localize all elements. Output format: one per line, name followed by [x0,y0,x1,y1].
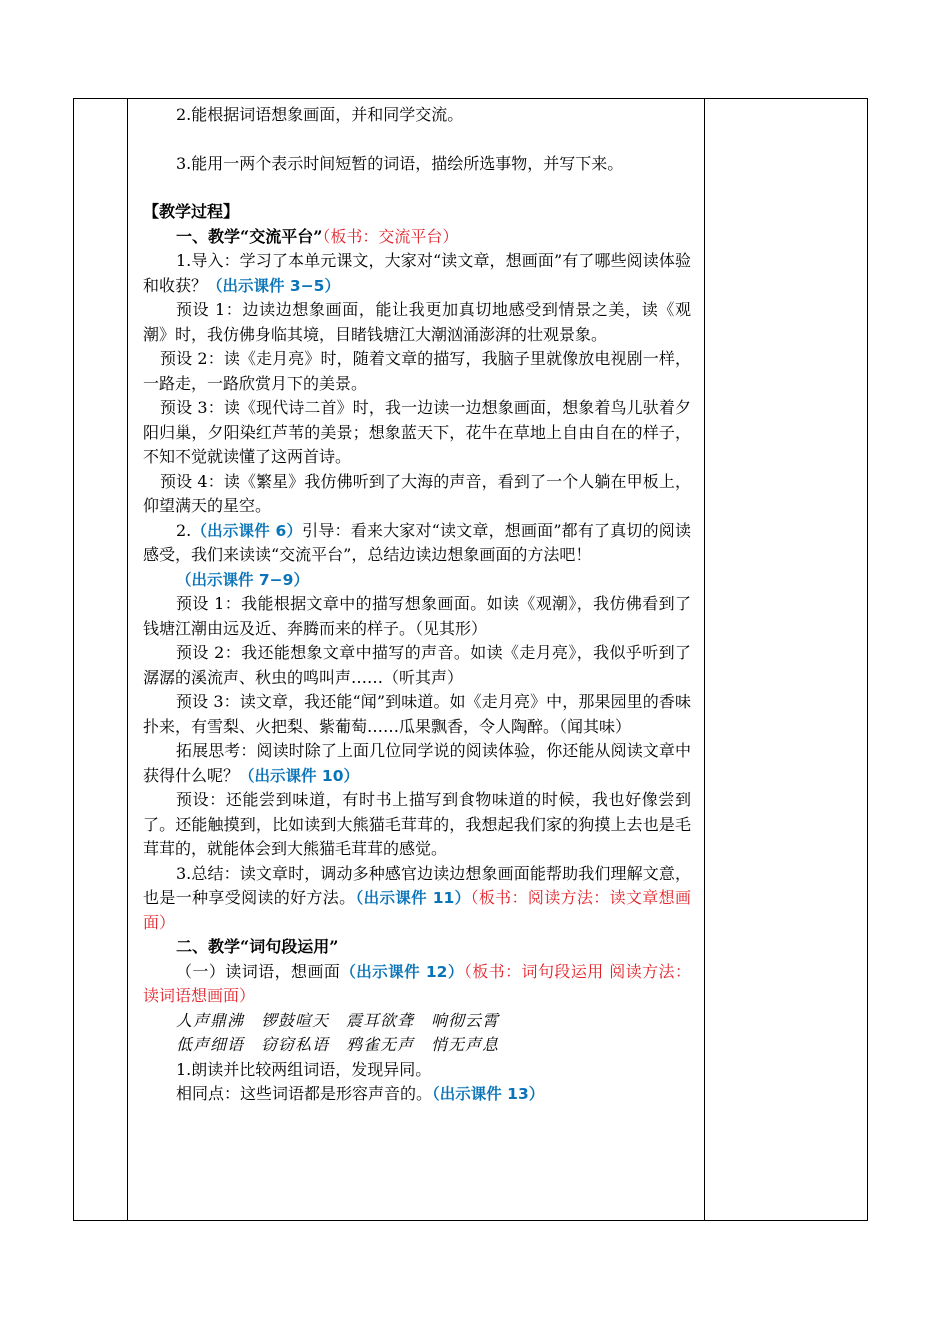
preset-1: 预设 1：边读边想象画面，能让我更加真切地感受到情景之美，读《观潮》时，我仿佛身临其境，目睹钱塘江大潮汹涌澎湃的壮观景象。 [143,300,691,344]
lesson-table [73,98,868,1221]
part1-guide [143,519,691,568]
part2-sub1 [143,960,691,1009]
goal-3: 3.能用一两个表示时间短暂的词语，描绘所选事物，并写下来。 [176,153,624,173]
preset-2: 预设 2：读《走月亮》时，随着文章的描写，我脑子里就像放电视剧一样，一路走，一路欣赏月下的美景。 [143,349,691,393]
tag-12: （出示课件 12） [340,962,464,981]
tag-13: （出示课件 13） [432,1085,545,1103]
sum-preset-3: 预设 3：读文章，我还能“闻”到味道。如《走月亮》中，那果园里的香味扑来，有雪梨、火把梨、紫葡萄……瓜果飘香，令人陶醉。（闻其味） [143,692,691,736]
extend-preset: 预设：还能尝到味道，有时书上描写到食物味道的时候，我也好像尝到了。还能触摸到，比如读到大熊猫毛茸茸的，我想起我们家的狗摸上去也是毛茸茸的，就能体会到大熊猫毛茸茸的感觉。 [143,790,691,858]
part1-title [143,225,691,250]
summary-board: （板书：阅读方法：读文章想画面） [143,888,691,932]
table-divider-left [127,99,128,1220]
lesson-content-cell [135,99,700,1220]
extend-text: 拓展思考：阅读时除了上面几位同学说的阅读体验，你还能从阅读文章中获得什么呢？ [143,741,691,785]
words-row-1: 人声鼎沸 锣鼓喧天 震耳欲聋 响彻云霄 [176,1010,500,1030]
tag-3-5: （出示课件 3−5） [207,276,340,295]
part1-board: （板书：交流平台） [322,226,459,246]
part1-intro [143,249,691,298]
table-divider-right [704,99,705,1220]
same-text: 相同点：这些词语都是形容声音的。 [176,1084,433,1103]
sum-preset-1: 预设 1：我能根据文章中的描写想象画面。如读《观潮》，我仿佛看到了钱塘江潮由远及近、奔腾而来的样子。（见其形） [143,594,691,638]
tag-6: （出示课件 6） [191,521,303,540]
sub1-board: （板书：词句段运用 阅读方法：读词语想画面） [143,961,691,1005]
tag-7-9: （出示课件 7−9） [176,570,309,589]
tag-7-9-line [143,568,691,593]
part1-title-text: 一、教学“交流平台” [176,226,323,246]
part2-title: 二、教学“词句段运用” [176,937,339,956]
process-heading: 【教学过程】 [143,202,240,221]
summary [143,862,691,936]
preset-3: 预设 3：读《现代诗二首》时，我一边读一边想象画面，想象着鸟儿驮着夕阳归巢，夕阳染红芦苇的美景；想象蓝天下，花牛在草地上自由自在的样子，不知不觉就读懂了这两首诗。 [143,398,691,466]
sum-preset-2: 预设 2：我还能想象文章中描写的声音。如读《走月亮》，我似乎听到了潺潺的溪流声、秋虫的鸣叫声……（听其声） [143,643,691,687]
guide-text: 引导：看来大家对“读文章，想画面”都有了真切的阅读感受，我们来读读“交流平台”，总结边读边想象画面的方法吧！ [143,520,691,564]
same-point [143,1082,691,1107]
tag-11: （出示课件 11） [355,889,471,907]
guide-num: 2. [176,520,192,540]
summary-text: 3.总结：读文章时，调动多种感官边读边想象画面能帮助我们理解文意，也是一种享受阅读的好方法。 [143,863,691,907]
step-1: 1.朗读并比较两组词语，发现异同。 [176,1059,432,1079]
intro-text: 1.导入：学习了本单元课文，大家对“读文章，想画面”有了哪些阅读体验和收获？ [143,251,691,295]
preset-4: 预设 4：读《繁星》我仿佛听到了大海的声音，看到了一个人躺在甲板上，仰望满天的星空。 [143,471,691,515]
goal-2: 2.能根据词语想象画面，并和同学交流。 [176,105,464,124]
extend-question [143,739,691,788]
tag-10: （出示课件 10） [239,766,359,785]
words-row-2: 低声细语 窃窃私语 鸦雀无声 悄无声息 [176,1035,500,1054]
sub1-text: （一）读词语，想画面 [176,961,341,981]
